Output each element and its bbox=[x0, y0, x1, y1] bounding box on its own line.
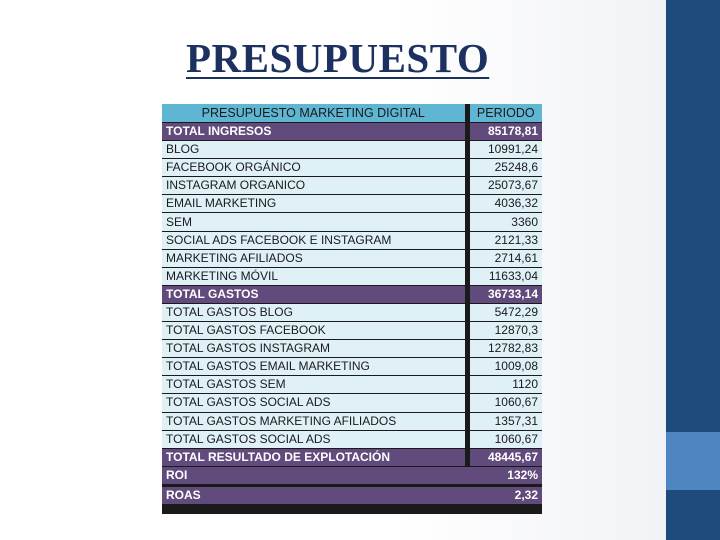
table-row bbox=[162, 177, 542, 195]
table-row bbox=[162, 159, 542, 177]
row-value: 25073,67 bbox=[467, 177, 542, 195]
table-row bbox=[162, 430, 542, 448]
budget-table-frame bbox=[162, 104, 542, 514]
row-value: 11633,04 bbox=[467, 267, 542, 285]
row-label: MARKETING AFILIADOS bbox=[162, 249, 467, 267]
table-row bbox=[162, 448, 542, 466]
table-row bbox=[162, 376, 542, 394]
table-row bbox=[162, 285, 542, 303]
row-label: TOTAL GASTOS MARKETING AFILIADOS bbox=[162, 412, 467, 430]
row-label: EMAIL MARKETING bbox=[162, 195, 467, 213]
row-label: SOCIAL ADS FACEBOOK E INSTAGRAM bbox=[162, 231, 467, 249]
row-label: TOTAL GASTOS SEM bbox=[162, 376, 467, 394]
row-value: 2,32 bbox=[467, 485, 542, 505]
table-row bbox=[162, 231, 542, 249]
row-value: 132% bbox=[467, 466, 542, 485]
row-value: 2714,61 bbox=[467, 249, 542, 267]
row-label: TOTAL GASTOS bbox=[162, 285, 467, 303]
table-row bbox=[162, 123, 542, 141]
table-row bbox=[162, 195, 542, 213]
row-label: FACEBOOK ORGÁNICO bbox=[162, 159, 467, 177]
table-row bbox=[162, 340, 542, 358]
header-period: PERIODO bbox=[467, 104, 542, 123]
row-value: 85178,81 bbox=[467, 123, 542, 141]
table-row bbox=[162, 267, 542, 285]
row-value: 1357,31 bbox=[467, 412, 542, 430]
row-value: 12870,3 bbox=[467, 322, 542, 340]
table-row bbox=[162, 466, 542, 485]
slide-title: PRESUPUESTO bbox=[186, 35, 490, 81]
row-label: TOTAL GASTOS INSTAGRAM bbox=[162, 340, 467, 358]
row-label: TOTAL RESULTADO DE EXPLOTACIÓN bbox=[162, 448, 467, 466]
table-row bbox=[162, 322, 542, 340]
row-label: TOTAL GASTOS FACEBOOK bbox=[162, 322, 467, 340]
header-concept: PRESUPUESTO MARKETING DIGITAL bbox=[162, 104, 467, 123]
table-row bbox=[162, 141, 542, 159]
row-value: 1120 bbox=[467, 376, 542, 394]
row-value: 1060,67 bbox=[467, 394, 542, 412]
row-label: MARKETING MÓVIL bbox=[162, 267, 467, 285]
row-label: BLOG bbox=[162, 141, 467, 159]
budget-table-body bbox=[162, 123, 542, 506]
row-value: 5472,29 bbox=[467, 303, 542, 321]
row-value: 10991,24 bbox=[467, 141, 542, 159]
row-label: INSTAGRAM ORGANICO bbox=[162, 177, 467, 195]
row-label: TOTAL GASTOS SOCIAL ADS bbox=[162, 394, 467, 412]
row-value: 2121,33 bbox=[467, 231, 542, 249]
row-value: 48445,67 bbox=[467, 448, 542, 466]
row-label: SEM bbox=[162, 213, 467, 231]
row-label: ROAS bbox=[162, 485, 467, 505]
table-row bbox=[162, 358, 542, 376]
row-value: 25248,6 bbox=[467, 159, 542, 177]
row-label: TOTAL GASTOS BLOG bbox=[162, 303, 467, 321]
table-header-row bbox=[162, 104, 542, 123]
table-row bbox=[162, 303, 542, 321]
row-value: 4036,32 bbox=[467, 195, 542, 213]
right-accent-block bbox=[666, 432, 720, 490]
row-value: 1060,67 bbox=[467, 430, 542, 448]
table-row bbox=[162, 213, 542, 231]
table-row bbox=[162, 412, 542, 430]
row-label: TOTAL GASTOS SOCIAL ADS bbox=[162, 430, 467, 448]
table-row bbox=[162, 485, 542, 505]
table-row bbox=[162, 249, 542, 267]
row-label: ROI bbox=[162, 466, 467, 485]
row-value: 36733,14 bbox=[467, 285, 542, 303]
row-value: 12782,83 bbox=[467, 340, 542, 358]
row-value: 1009,08 bbox=[467, 358, 542, 376]
row-label: TOTAL INGRESOS bbox=[162, 123, 467, 141]
row-label: TOTAL GASTOS EMAIL MARKETING bbox=[162, 358, 467, 376]
row-value: 3360 bbox=[467, 213, 542, 231]
table-row bbox=[162, 394, 542, 412]
budget-table bbox=[162, 104, 542, 507]
